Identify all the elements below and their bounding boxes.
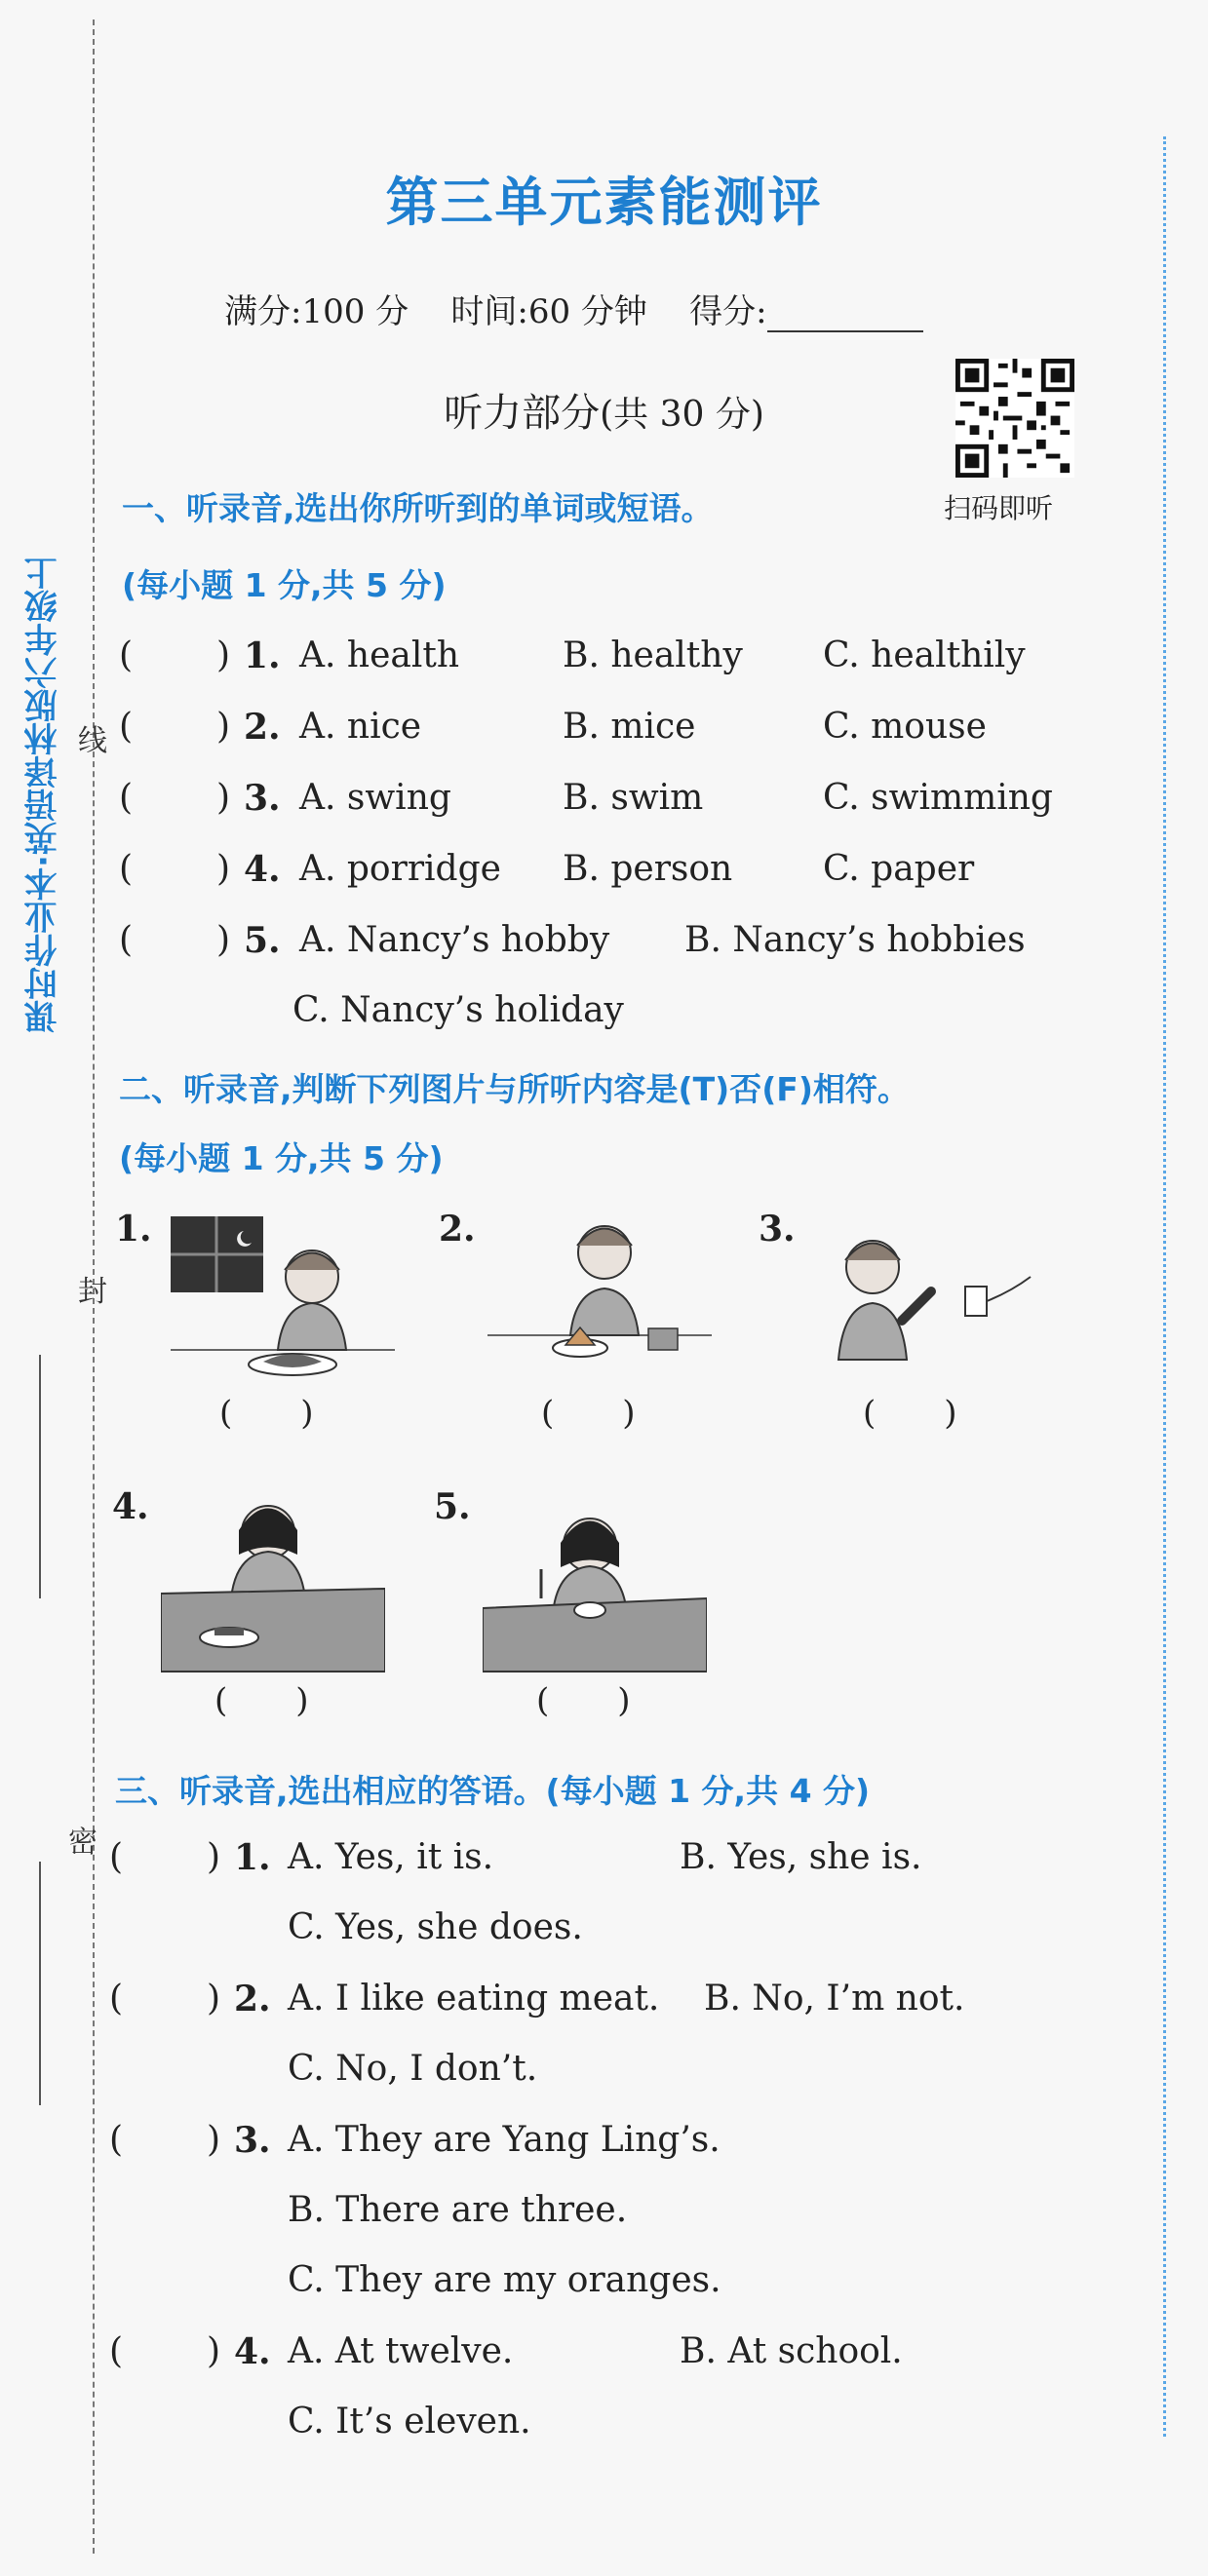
question-number: 1. xyxy=(234,1837,271,1878)
pic-num-5: 5. xyxy=(434,1486,471,1527)
question-number: 2. xyxy=(244,707,281,748)
part-label: 听力部分 xyxy=(444,391,601,436)
paren-close: ) xyxy=(207,1979,221,2019)
paren-close: ) xyxy=(216,635,231,675)
option-a: A. health xyxy=(299,635,460,675)
question-number: 5. xyxy=(244,920,281,961)
question-number: 3. xyxy=(244,778,281,819)
exam-meta xyxy=(224,285,923,332)
question-number: 3. xyxy=(234,2120,271,2161)
question-number: 2. xyxy=(234,1979,271,2019)
option-b: B. No, I’m not. xyxy=(704,1979,965,2019)
pic-1-answer[interactable]: ( ) xyxy=(219,1394,314,1433)
pic-num-4: 4. xyxy=(112,1486,149,1527)
option-a: A. swing xyxy=(299,778,451,818)
pic-num-3: 3. xyxy=(759,1209,796,1250)
picture-1-boy-eating-fish-at-night xyxy=(166,1213,400,1389)
option-b: B. mice xyxy=(563,707,696,747)
option-a: A. Yes, it is. xyxy=(288,1837,494,1877)
answer-blank[interactable]: ( xyxy=(109,2331,124,2371)
option-a: A. nice xyxy=(299,707,422,747)
answer-blank[interactable]: ( xyxy=(109,2120,124,2160)
pic-num-2: 2. xyxy=(439,1209,476,1250)
picture-3-boy-refusing-drink xyxy=(804,1213,1038,1389)
option-c: C. mouse xyxy=(823,707,987,747)
option-b: B. At school. xyxy=(680,2331,903,2371)
qr-label: 扫码即听 xyxy=(944,492,1054,524)
picture-4-girl-eating-meat xyxy=(161,1491,385,1676)
class-blank-line xyxy=(39,1862,41,2105)
option-a: A. I like eating meat. xyxy=(288,1979,660,2019)
section1-subheading: (每小题 1 分,共 5 分) xyxy=(122,566,447,604)
option-b: B. There are three. xyxy=(288,2190,628,2230)
answer-blank[interactable]: ( xyxy=(119,849,134,889)
answer-blank[interactable]: ( xyxy=(119,635,134,675)
time-limit: 时间:60 分钟 xyxy=(450,292,647,331)
section1-heading: 一、听录音,选出你所听到的单词或短语。 xyxy=(122,489,714,527)
answer-blank[interactable]: ( xyxy=(119,707,134,747)
pic-num-1: 1. xyxy=(115,1209,152,1250)
answer-blank[interactable]: ( xyxy=(119,778,134,818)
option-c: C. swimming xyxy=(823,778,1053,818)
side-label-mi: 密 xyxy=(68,1826,97,1860)
paren-close: ) xyxy=(207,2120,221,2160)
qr-code[interactable] xyxy=(955,359,1074,478)
section2-subheading: (每小题 1 分,共 5 分) xyxy=(119,1139,444,1177)
option-c: C. healthily xyxy=(823,635,1026,675)
score-label: 得分: xyxy=(689,292,767,331)
pic-3-answer[interactable]: ( ) xyxy=(863,1394,957,1433)
question-number: 4. xyxy=(234,2331,271,2372)
option-b: B. Nancy’s hobbies xyxy=(684,920,1026,960)
option-c: C. Nancy’s holiday xyxy=(292,990,624,1030)
pic-4-answer[interactable]: ( ) xyxy=(214,1681,309,1720)
paren-close: ) xyxy=(216,778,231,818)
question-number: 4. xyxy=(244,849,281,890)
option-a: A. Nancy’s hobby xyxy=(299,920,610,960)
option-b: B. Yes, she is. xyxy=(680,1837,922,1877)
option-b: B. person xyxy=(563,849,733,889)
option-b: B. swim xyxy=(563,778,704,818)
option-b: B. healthy xyxy=(563,635,743,675)
option-c: C. It’s eleven. xyxy=(288,2402,531,2441)
pic-5-answer[interactable]: ( ) xyxy=(536,1681,631,1720)
answer-blank[interactable]: ( xyxy=(109,1979,124,2019)
pic-2-answer[interactable]: ( ) xyxy=(541,1394,636,1433)
paren-close: ) xyxy=(216,707,231,747)
picture-5-girl-eating-porridge xyxy=(483,1501,707,1676)
section3-heading: 三、听录音,选出相应的答语。(每小题 1 分,共 4 分) xyxy=(115,1772,871,1810)
paren-close: ) xyxy=(216,920,231,960)
option-c: C. They are my oranges. xyxy=(288,2260,721,2300)
section2-heading: 二、听录音,判断下列图片与所听内容是(T)否(F)相符。 xyxy=(119,1070,910,1108)
question-number: 1. xyxy=(244,635,281,676)
full-score: 满分:100 分 xyxy=(224,292,409,331)
option-a: A. At twelve. xyxy=(288,2331,514,2371)
paren-close: ) xyxy=(207,1837,221,1877)
paren-close: ) xyxy=(216,849,231,889)
score-blank[interactable] xyxy=(767,301,923,332)
picture-2-boy-with-cake xyxy=(483,1213,717,1389)
option-c: C. paper xyxy=(823,849,975,889)
page-title: 第三单元素能测评 xyxy=(385,172,823,233)
option-c: C. Yes, she does. xyxy=(288,1907,583,1947)
qr-code-icon xyxy=(955,359,1074,478)
part-points: (共 30 分) xyxy=(600,395,764,435)
option-a: A. They are Yang Ling’s. xyxy=(288,2120,721,2160)
option-a: A. porridge xyxy=(299,849,501,889)
answer-blank[interactable]: ( xyxy=(109,1837,124,1877)
side-label-feng: 封 xyxy=(78,1275,107,1309)
right-dotted-border xyxy=(1163,136,1166,2437)
side-label-xian: 线 xyxy=(78,724,107,758)
side-brand-text: 课时作业本·英语译林版六年级上 xyxy=(24,557,63,1033)
option-c: C. No, I don’t. xyxy=(288,2049,538,2089)
answer-blank[interactable]: ( xyxy=(119,920,134,960)
paren-close: ) xyxy=(207,2331,221,2371)
name-blank-line xyxy=(39,1355,41,1598)
